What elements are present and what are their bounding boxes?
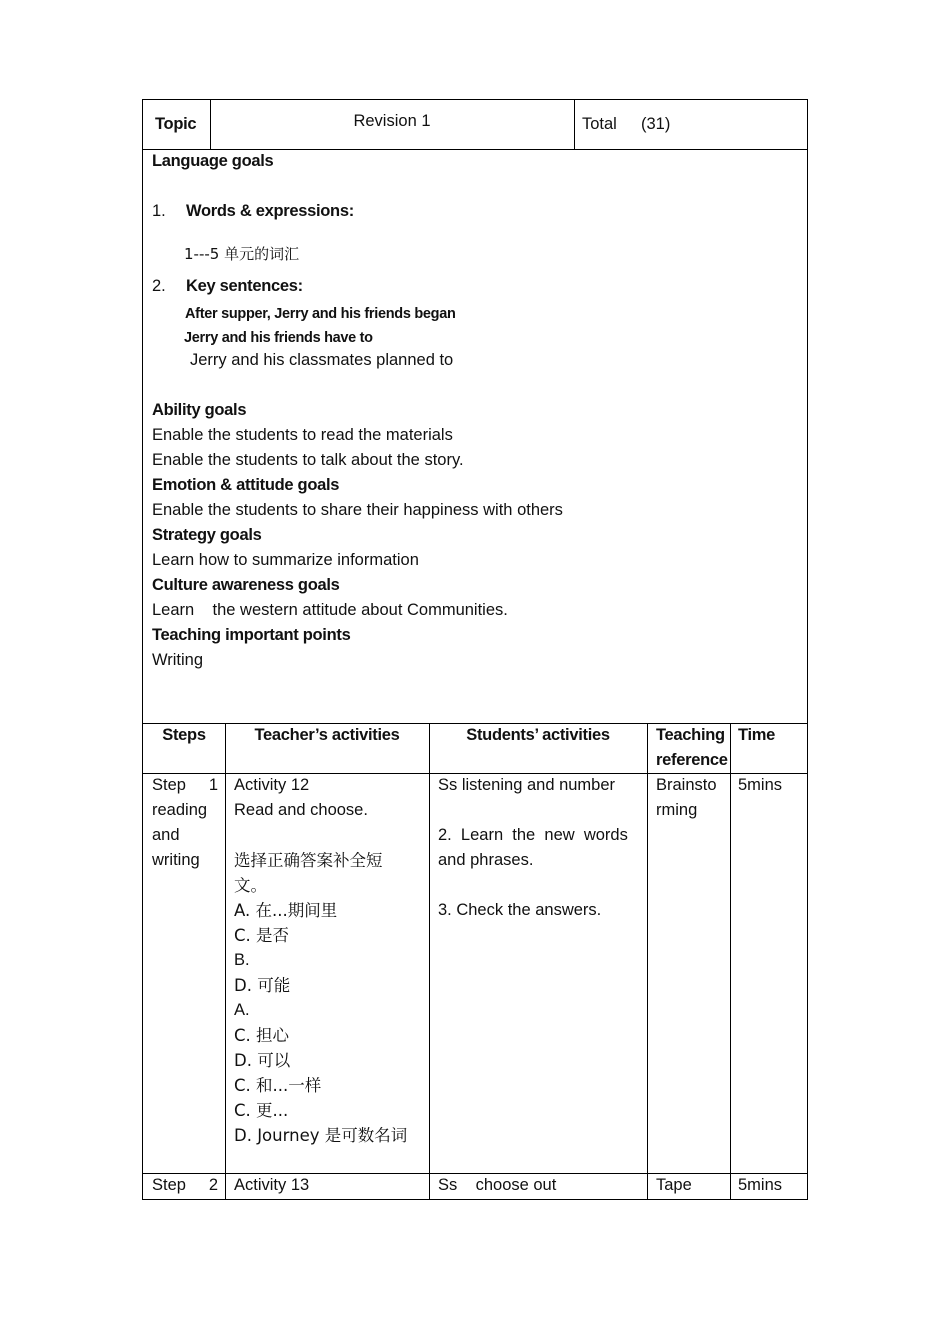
row1-students-line: and phrases.	[438, 851, 534, 869]
topic-label: Topic	[155, 115, 197, 133]
row1-students-activities	[438, 773, 640, 923]
row1-step-word: Step	[152, 776, 186, 794]
row2-step-number: 2	[208, 1176, 218, 1194]
row1-teacher-line: 文。	[234, 876, 267, 895]
row1-teacher-line: D. Journey 是可数名词	[234, 1126, 408, 1145]
row1-teacher-line: 选择正确答案补全短	[234, 851, 383, 870]
total-value: (31)	[641, 115, 671, 133]
header-time: Time	[738, 726, 776, 744]
row1-time: 5mins	[738, 776, 783, 794]
topic-value: Revision 1	[353, 112, 431, 130]
key-item-number: 2.	[152, 277, 166, 295]
ability-goals-heading: Ability goals	[152, 401, 247, 419]
header-students-activities: Students’ activities	[466, 726, 610, 744]
ability-line-1: Enable the students to read the materials	[152, 426, 453, 444]
row1-teacher-line: C. 是否	[234, 926, 290, 945]
key-sentence-3: Jerry and his classmates planned to	[190, 351, 454, 369]
vocab-line: 1---5 单元的词汇	[184, 245, 300, 263]
key-sentence-2: Jerry and his friends have to	[184, 330, 373, 346]
row1-teacher-line: A.	[234, 1001, 250, 1019]
row1-reference-line: rming	[656, 801, 698, 819]
important-points-line: Writing	[152, 651, 204, 669]
row1-step-line: writing	[152, 851, 200, 869]
row1-step-number: 1	[208, 776, 218, 794]
strategy-goals-heading: Strategy goals	[152, 526, 262, 544]
row1-teacher-line: C. 和...一样	[234, 1076, 322, 1095]
row1-teacher-line: C. 更...	[234, 1101, 289, 1120]
strategy-line: Learn how to summarize information	[152, 551, 419, 569]
row2-teacher-activities: Activity 13	[234, 1176, 310, 1194]
header-teaching-reference	[656, 723, 731, 773]
ability-line-2: Enable the students to talk about the story.	[152, 451, 464, 469]
row1-teacher-line: Read and choose.	[234, 801, 368, 819]
header-reference-line-2: reference	[656, 751, 728, 769]
row1-teacher-line: D. 可能	[234, 976, 291, 995]
row1-teacher-activities	[234, 773, 424, 1148]
emotion-line: Enable the students to share their happiness with others	[152, 501, 563, 519]
row1-reference-line: Brainsto	[656, 776, 717, 794]
row2-time: 5mins	[738, 1176, 783, 1194]
row2-step	[152, 1173, 218, 1198]
language-goals-heading: Language goals	[152, 152, 274, 170]
row1-teacher-line	[234, 823, 424, 848]
culture-goals-heading: Culture awareness goals	[152, 576, 340, 594]
row1-teacher-line: Activity 12	[234, 776, 310, 794]
header-reference-line-1: Teaching	[656, 726, 725, 744]
words-item-label: Words & expressions:	[186, 202, 354, 220]
row2-teaching-reference: Tape	[656, 1176, 692, 1194]
important-points-heading: Teaching important points	[152, 626, 351, 644]
row1-students-line: 3. Check the answers.	[438, 901, 602, 919]
row1-step-line: reading	[152, 801, 208, 819]
key-sentence-1: After supper, Jerry and his friends began	[185, 306, 456, 322]
row1-teacher-line: B.	[234, 951, 250, 969]
row1-teacher-line: C. 担心	[234, 1026, 290, 1045]
total-label: Total	[582, 115, 617, 133]
row1-teacher-line: A. 在...期间里	[234, 901, 338, 920]
row2-students-activities: Ss choose out	[438, 1176, 557, 1194]
row1-students-line	[438, 873, 640, 898]
row1-students-line	[438, 798, 640, 823]
row1-teacher-line: D. 可以	[234, 1051, 291, 1070]
row1-step	[152, 773, 218, 873]
header-steps: Steps	[162, 726, 206, 744]
row2-step-word: Step	[152, 1176, 186, 1194]
row1-students-line: 2. Learn the new words	[438, 826, 628, 844]
row1-step-line: and	[152, 826, 180, 844]
row1-teaching-reference	[656, 773, 726, 823]
row1-students-line: Ss listening and number	[438, 776, 616, 794]
words-item-number: 1.	[152, 202, 166, 220]
key-item-label: Key sentences:	[186, 277, 303, 295]
header-teacher-activities: Teacher’s activities	[254, 726, 400, 744]
culture-line: Learn the western attitude about Communities.	[152, 601, 508, 619]
emotion-goals-heading: Emotion & attitude goals	[152, 476, 340, 494]
